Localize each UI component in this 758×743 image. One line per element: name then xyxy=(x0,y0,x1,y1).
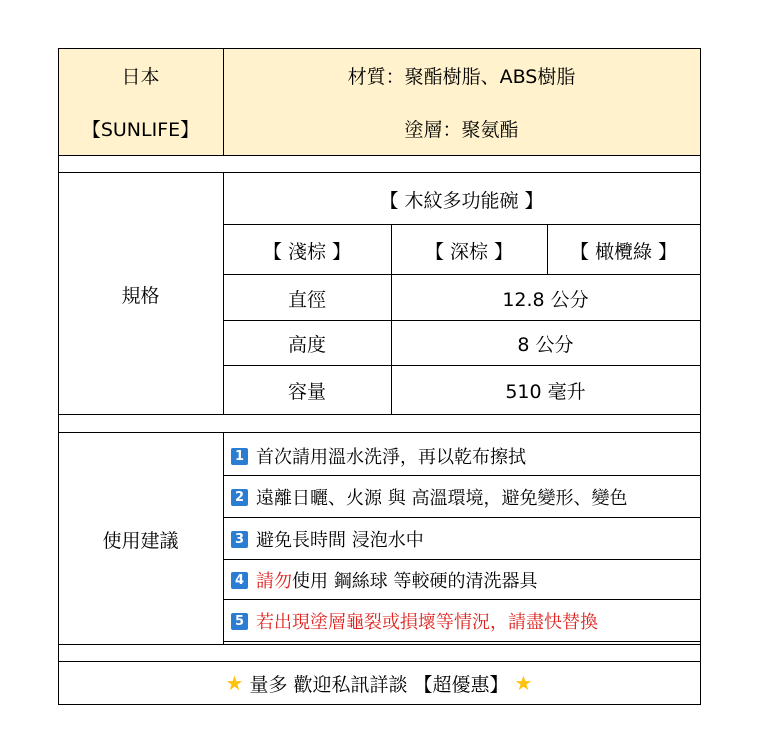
color-dark-brown: 【 深棕 】 xyxy=(424,240,514,263)
divider xyxy=(58,661,701,662)
divider xyxy=(223,48,224,156)
star-icon: ★ xyxy=(225,671,244,695)
divider xyxy=(58,644,701,645)
tip-text: 若出現塗層龜裂或損壞等情況，請盡快替換 xyxy=(256,612,598,633)
footer-promo xyxy=(58,662,700,704)
coating-text: 塗層：聚氨酯 xyxy=(404,119,519,141)
divider xyxy=(391,224,392,415)
divider xyxy=(58,48,59,705)
spec-name-height: 高度 xyxy=(287,334,326,356)
divider xyxy=(223,432,224,645)
number-badge-icon: 3 xyxy=(231,531,248,548)
origin-country: 日本 xyxy=(121,66,160,88)
divider xyxy=(547,224,548,275)
divider xyxy=(223,224,701,225)
divider xyxy=(223,559,701,560)
specs-label: 規格 xyxy=(121,284,160,307)
number-badge-icon: 2 xyxy=(231,489,248,506)
tip-text: 使用 鋼絲球 等較硬的清洗器具 xyxy=(292,571,538,592)
spec-name-diameter: 直徑 xyxy=(287,288,326,311)
origin-cell xyxy=(58,48,223,156)
star-icon: ★ xyxy=(514,671,533,695)
usage-label: 使用建議 xyxy=(102,529,179,552)
color-olive-green: 【 橄欖綠 】 xyxy=(569,240,678,263)
divider xyxy=(223,517,701,518)
divider xyxy=(58,172,701,173)
usage-tip-3 xyxy=(223,518,700,560)
divider xyxy=(58,704,701,705)
color-light-brown: 【 淺棕 】 xyxy=(262,240,352,263)
product-name: 【 木紋多功能碗 】 xyxy=(379,189,544,212)
usage-tip-1 xyxy=(223,436,700,476)
tip-text: 避免長時間 浸泡水中 xyxy=(256,530,424,551)
divider xyxy=(58,48,701,49)
usage-tip-2 xyxy=(223,476,700,518)
material-cell xyxy=(223,48,700,156)
divider xyxy=(58,432,701,433)
number-badge-icon: 1 xyxy=(231,448,248,465)
divider xyxy=(58,155,701,156)
divider xyxy=(700,48,701,705)
divider xyxy=(223,172,224,415)
brand-name: 【SUNLIFE】 xyxy=(81,119,200,141)
divider xyxy=(223,599,701,600)
divider xyxy=(223,641,701,642)
usage-tip-5 xyxy=(223,600,700,642)
number-badge-icon: 5 xyxy=(231,613,248,630)
spec-value-capacity: 510 毫升 xyxy=(505,381,586,403)
warning-text: 請勿 xyxy=(256,571,292,592)
divider xyxy=(223,320,701,321)
divider xyxy=(223,274,701,275)
divider xyxy=(58,414,701,415)
material-text: 材質：聚酯樹脂、ABS樹脂 xyxy=(347,66,576,88)
divider xyxy=(223,365,701,366)
usage-tip-4 xyxy=(223,560,700,600)
spec-value-height: 8 公分 xyxy=(517,334,574,356)
tip-text: 遠離日曬、火源 與 高溫環境，避免變形、變色 xyxy=(256,488,628,509)
spec-value-diameter: 12.8 公分 xyxy=(502,288,589,311)
promo-text: 量多 歡迎私訊詳談 【超優惠】 xyxy=(249,673,509,696)
tip-text: 首次請用溫水洗淨，再以乾布擦拭 xyxy=(256,447,526,468)
number-badge-icon: 4 xyxy=(231,572,248,589)
divider xyxy=(223,475,701,476)
spec-name-capacity: 容量 xyxy=(287,381,326,403)
